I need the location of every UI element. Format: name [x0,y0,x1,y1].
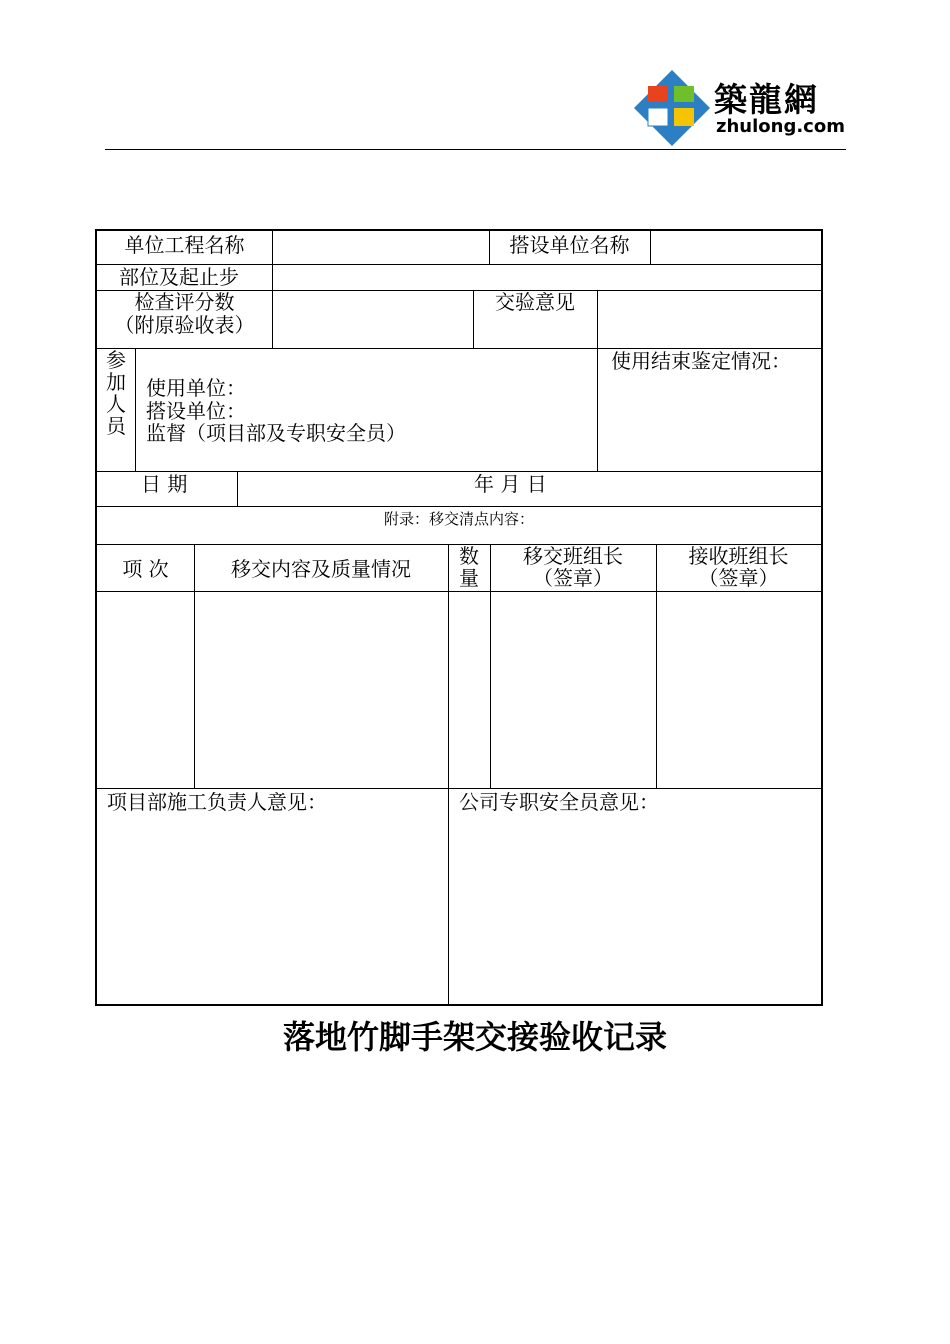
col-receive-leader-header: 接收班组长 [688,544,789,568]
col-receive-leader-sign: （签章） [698,566,779,590]
col-line [237,471,238,506]
appendix-note: 附录：移交清点内容： [383,510,534,528]
logo-chinese-name: 築龍網 [714,80,819,119]
safety-officer-opinion-label: 公司专职安全员意见： [459,790,659,814]
row-line [97,591,821,592]
erector-unit-label: 搭设单位： [146,399,246,423]
participants-label: 参加人员 [106,348,126,438]
supervisor-label: 监督（项目部及专职安全员） [146,421,406,445]
col-line [272,231,273,348]
unit-project-name-label: 单位工程名称 [124,233,245,257]
inspection-score-sub-label: （附原验收表） [114,313,255,337]
col-content-header: 移交内容及质量情况 [231,557,411,581]
zhulong-logo [632,68,847,148]
inspection-score-label: 检查评分数 [134,290,235,314]
header-divider [105,149,846,150]
col-line [448,544,449,1004]
erection-unit-name-label: 搭设单位名称 [509,233,630,257]
col-item-header: 项 次 [122,557,169,581]
col-handover-leader-sign: （签章） [533,566,613,590]
handover-opinion-label: 交验意见 [495,290,575,314]
date-label: 日 期 [141,472,188,496]
row-line [97,471,821,472]
date-value: 年 月 日 [474,472,547,496]
col-line [597,348,598,471]
location-range-label: 部位及起止步 [119,265,239,289]
col-line [194,544,195,788]
handover-form [95,229,823,1006]
logo-english-name: zhulong.com [716,116,845,137]
row-line [97,506,821,507]
page-title: 落地竹脚手架交接验收记录 [282,1018,667,1056]
col-quantity-header: 数量 [459,544,479,590]
col-line [597,290,598,348]
col-handover-leader-header: 移交班组长 [523,544,623,568]
logo-mark-icon [632,68,712,148]
user-unit-label: 使用单位： [146,376,246,400]
use-end-evaluation-label: 使用结束鉴定情况： [611,349,791,373]
col-line [135,348,136,471]
pm-opinion-label: 项目部施工负责人意见： [107,790,327,814]
row-line [97,788,821,789]
col-line [650,231,651,264]
